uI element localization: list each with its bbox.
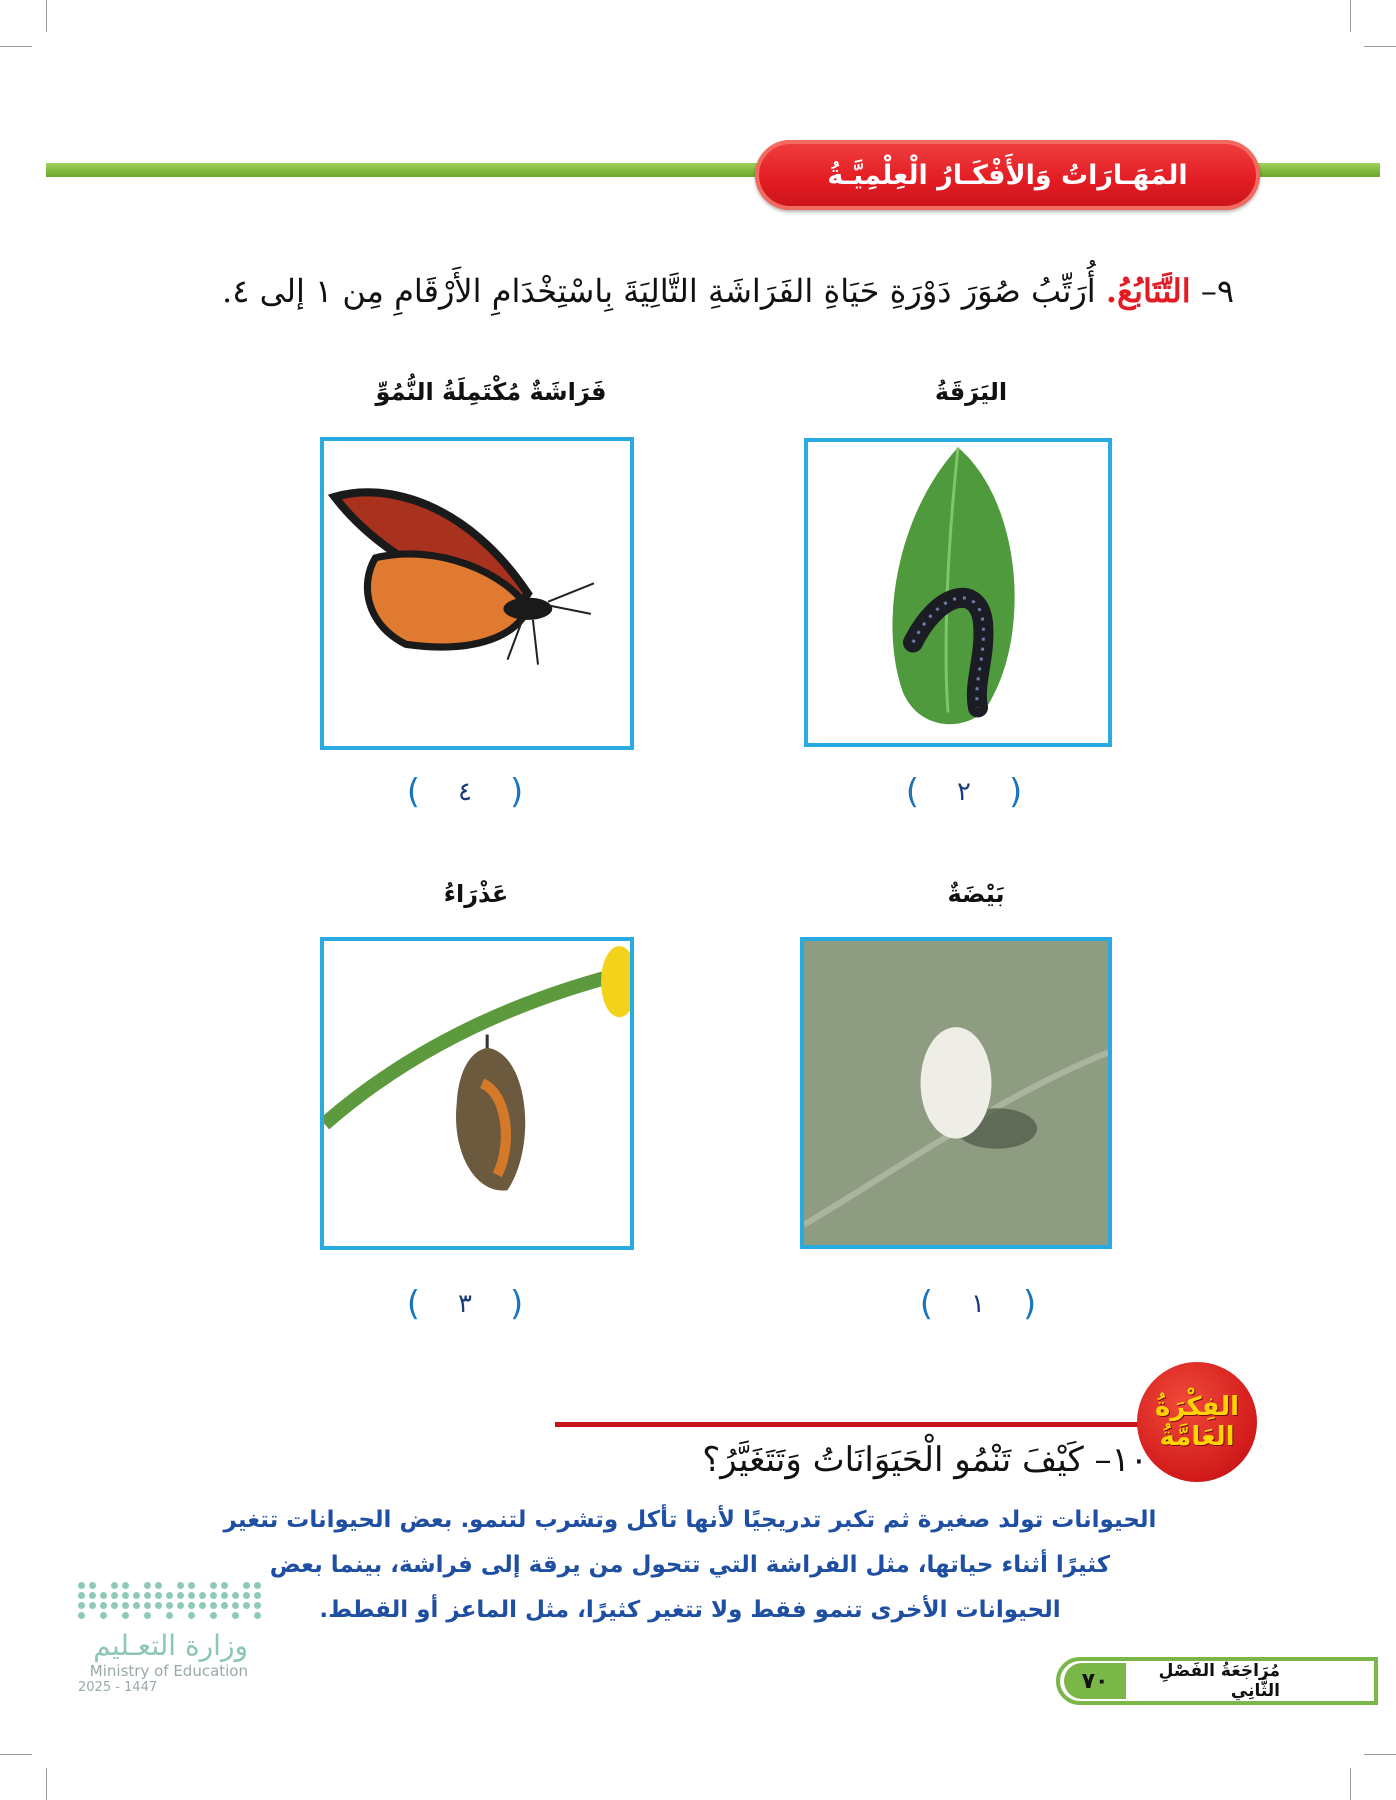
close-paren: ) — [1022, 1284, 1037, 1324]
close-paren: ) — [1008, 772, 1023, 812]
question-keyword: التَّتَابُعُ. — [1105, 272, 1191, 310]
logo-dot — [144, 1592, 151, 1599]
badge-line-1: الفِكْرَةُ — [1154, 1392, 1240, 1422]
logo-dot — [166, 1592, 173, 1599]
close-paren: ) — [509, 772, 524, 812]
stage-label-pupa: عَذْرَاءُ — [443, 880, 509, 908]
page-number: ٧٠ — [1064, 1663, 1126, 1699]
crop-mark — [0, 1754, 32, 1755]
logo-dot — [100, 1602, 107, 1609]
open-paren: ( — [919, 1284, 934, 1324]
divider-line — [555, 1422, 1155, 1427]
ministry-year: 2025 - 1447 — [78, 1680, 158, 1695]
pupa-image — [320, 937, 634, 1250]
crop-mark — [1350, 0, 1351, 32]
logo-dot — [89, 1602, 96, 1609]
logo-dot — [221, 1592, 228, 1599]
logo-dot — [100, 1612, 107, 1619]
logo-dot — [243, 1592, 250, 1599]
crop-mark — [1350, 1768, 1351, 1800]
logo-dot — [243, 1602, 250, 1609]
chrysalis-icon — [324, 941, 630, 1246]
adult-butterfly-image — [320, 437, 634, 750]
answer-adult[interactable] — [407, 772, 524, 812]
logo-dot — [78, 1592, 85, 1599]
logo-dot — [221, 1602, 228, 1609]
logo-dot — [188, 1602, 195, 1609]
logo-dot — [188, 1612, 195, 1619]
logo-dot — [78, 1602, 85, 1609]
crop-mark — [1364, 1754, 1396, 1755]
logo-dot — [188, 1592, 195, 1599]
logo-dot — [254, 1592, 261, 1599]
chapter-label: مُرَاجَعَةُ الفَصْلِ الثَّانِي — [1158, 1661, 1280, 1701]
logo-dot — [89, 1582, 96, 1589]
crop-mark — [46, 0, 47, 32]
logo-dot — [210, 1612, 217, 1619]
logo-dot — [144, 1602, 151, 1609]
logo-dot — [100, 1592, 107, 1599]
logo-dot — [232, 1592, 239, 1599]
ministry-logo — [78, 1582, 248, 1695]
logo-dot — [199, 1602, 206, 1609]
open-paren: ( — [406, 1284, 421, 1324]
page-footer — [1056, 1657, 1378, 1705]
logo-dot — [155, 1602, 162, 1609]
logo-dot — [210, 1592, 217, 1599]
logo-dot — [232, 1602, 239, 1609]
question-number: ٩– — [1200, 272, 1234, 310]
stage-label-adult: فَرَاشَةٌ مُكْتَمِلَةُ النُّمُوِّ — [375, 378, 607, 406]
logo-dot — [177, 1582, 184, 1589]
logo-dot — [254, 1612, 261, 1619]
logo-dot — [133, 1602, 140, 1609]
logo-dot — [221, 1582, 228, 1589]
logo-dot — [122, 1612, 129, 1619]
logo-dot — [232, 1612, 239, 1619]
logo-dot — [210, 1582, 217, 1589]
answer-number: ٣ — [458, 1289, 472, 1319]
logo-dot — [254, 1582, 261, 1589]
caterpillar-on-leaf-icon — [808, 442, 1108, 743]
logo-dot — [111, 1602, 118, 1609]
logo-dot — [188, 1582, 195, 1589]
logo-dot — [254, 1602, 261, 1609]
logo-dot — [133, 1592, 140, 1599]
logo-dot — [78, 1612, 85, 1619]
stage-label-egg: بَيْضَةٌ — [947, 880, 1005, 908]
ministry-english: Ministry of Education — [89, 1662, 248, 1680]
egg-on-leaf-icon — [804, 941, 1108, 1245]
logo-dot — [177, 1602, 184, 1609]
logo-dot — [78, 1582, 85, 1589]
answer-number: ١ — [971, 1289, 985, 1319]
logo-dot — [122, 1592, 129, 1599]
logo-dot — [155, 1592, 162, 1599]
big-idea-badge — [1137, 1362, 1257, 1482]
logo-dot — [122, 1602, 129, 1609]
stage-label-larva: اليَرَقَةُ — [934, 378, 1008, 406]
logo-dot — [111, 1592, 118, 1599]
logo-dot — [144, 1582, 151, 1589]
logo-dot — [166, 1612, 173, 1619]
crop-mark — [0, 46, 32, 47]
logo-dots-icon — [78, 1582, 248, 1619]
logo-dot — [122, 1582, 129, 1589]
logo-dot — [177, 1592, 184, 1599]
logo-dot — [89, 1592, 96, 1599]
logo-dot — [144, 1612, 151, 1619]
answer-egg[interactable] — [920, 1284, 1037, 1324]
question-10: ١٠– كَيْفَ تَنْمُو الْحَيَوَانَاتُ وَتَتَغَيَّرُ؟ — [702, 1440, 1148, 1480]
answer-pupa[interactable] — [407, 1284, 524, 1324]
answer-number: ٤ — [458, 777, 472, 807]
answer-larva[interactable] — [906, 772, 1023, 812]
ministry-arabic: وزارة التعـليم — [93, 1629, 248, 1662]
egg-image — [800, 937, 1112, 1249]
question-9 — [222, 272, 1234, 310]
crop-mark — [46, 1768, 47, 1800]
butterfly-icon — [324, 441, 630, 746]
larva-image — [804, 438, 1112, 747]
question-text: أُرَتِّبُ صُوَرَ دَوْرَةِ حَيَاةِ الفَرَاشَةِ التَّالِيَةَ بِاسْتِخْدَامِ الأَرْقَامِ مِن ١ إلى ٤. — [222, 272, 1096, 310]
logo-dot — [243, 1582, 250, 1589]
logo-dot — [199, 1592, 206, 1599]
logo-dot — [155, 1582, 162, 1589]
section-title: المَهَـارَاتُ وَالأَفْكَـارُ الْعِلْمِيَّـةُ — [755, 140, 1260, 210]
crop-mark — [1364, 46, 1396, 47]
logo-dot — [210, 1602, 217, 1609]
open-paren: ( — [406, 772, 421, 812]
logo-dot — [166, 1602, 173, 1609]
badge-line-2: العَامَّةُ — [1159, 1422, 1235, 1452]
question-10-answer[interactable]: الحيوانات تولد صغيرة ثم تكبر تدريجيًا لأنها تأكل وتشرب لتنمو. بعض الحيوانات تتغير كثيرًا أثناء حياتها، مثل الفراشة التي تتحول من يرقة إلى فراشة، بينما بعض الحيوانات الأخرى تنمو فقط ولا تتغير كثيرًا، مثل الماعز أو القطط. — [223, 1507, 1157, 1623]
logo-dot — [111, 1582, 118, 1589]
close-paren: ) — [509, 1284, 524, 1324]
answer-number: ٢ — [957, 777, 971, 807]
open-paren: ( — [905, 772, 920, 812]
